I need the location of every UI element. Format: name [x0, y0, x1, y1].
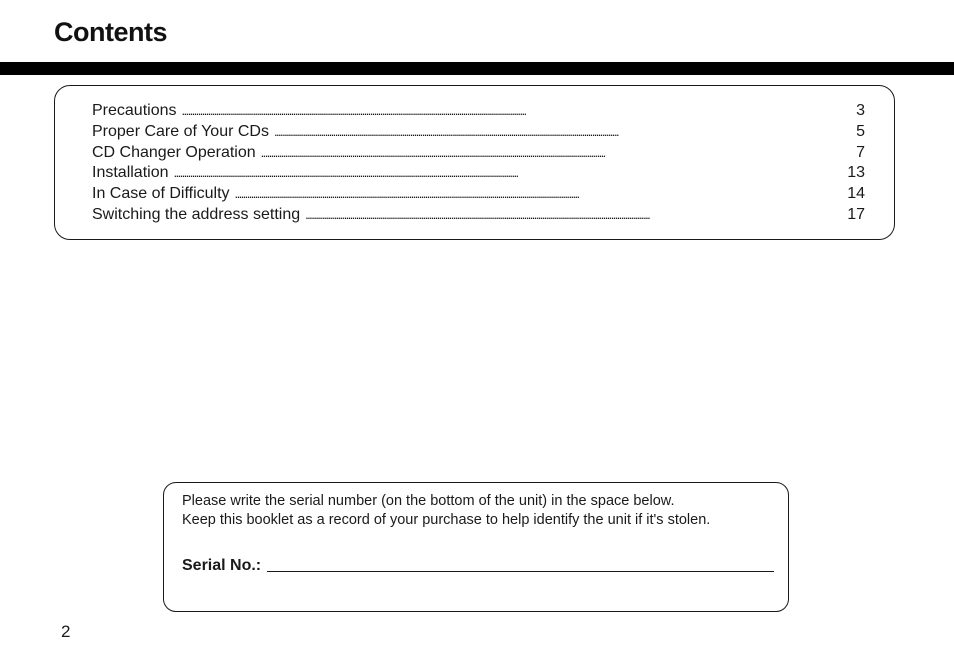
serial-number-box: [163, 482, 789, 612]
toc-entry-label: Proper Care of Your CDs: [92, 122, 269, 140]
toc-entry-page: 7: [856, 143, 865, 161]
toc-entry-page: 5: [856, 122, 865, 140]
toc-entry-label: Precautions: [92, 102, 177, 119]
toc-entry-precautions[interactable]: [92, 101, 865, 122]
toc-entry-cd-changer-operation[interactable]: [92, 143, 865, 164]
toc-entry-proper-care[interactable]: [92, 122, 865, 143]
serial-instructions: [182, 492, 782, 530]
toc-entry-switching-address[interactable]: [92, 205, 865, 226]
title-rule: [0, 62, 954, 75]
toc-dot-leader: [261, 143, 850, 164]
toc-entry-page: 3: [856, 102, 865, 119]
serial-number-row: [182, 557, 774, 575]
page-title: Contents: [54, 17, 167, 47]
toc-entry-in-case-of-difficulty[interactable]: [92, 184, 865, 205]
page-number: 2: [61, 622, 71, 641]
toc-entry-page: 14: [847, 185, 865, 203]
toc-list: [92, 101, 865, 226]
toc-dot-leader: [235, 184, 842, 205]
toc-entry-label: Installation: [92, 164, 169, 182]
toc-dot-leader: [305, 205, 841, 226]
toc-entry-installation[interactable]: [92, 163, 865, 184]
toc-dot-leader: [174, 163, 842, 184]
toc-dot-leader: [274, 122, 850, 143]
toc-dot-leader: [182, 101, 851, 122]
serial-instruction-line-2: Keep this booklet as a record of your purchase to help identify the unit if it's stolen.: [182, 512, 711, 528]
serial-instruction-line-1: Please write the serial number (on the bottom of the unit) in the space below.: [182, 493, 675, 509]
table-of-contents-box: [54, 85, 895, 240]
toc-entry-page: 17: [847, 205, 865, 223]
serial-number-label: Serial No.:: [182, 557, 262, 574]
serial-number-field[interactable]: [267, 557, 774, 572]
toc-entry-label: In Case of Difficulty: [92, 185, 230, 203]
toc-entry-page: 13: [847, 164, 865, 182]
toc-entry-label: Switching the address setting: [92, 205, 301, 223]
toc-entry-label: CD Changer Operation: [92, 143, 256, 161]
